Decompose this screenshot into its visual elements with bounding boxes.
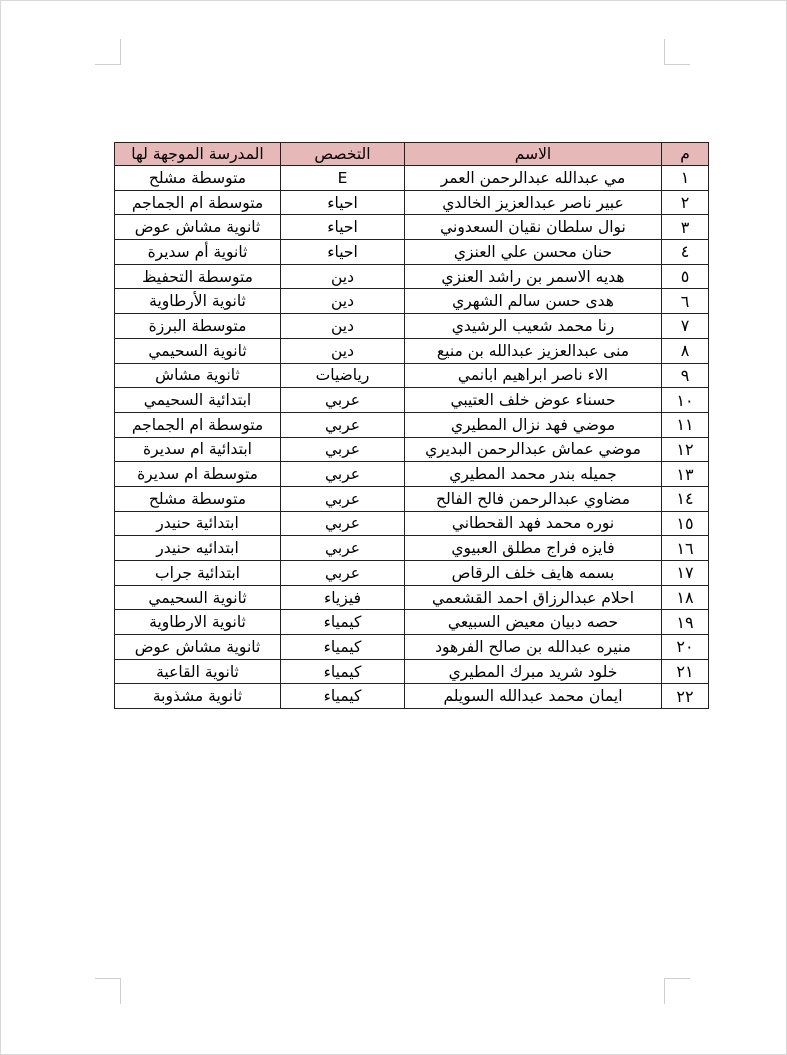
- cell-number: ٢٠: [662, 635, 709, 660]
- cell-name: الاء ناصر ابراهيم ابانمي: [405, 363, 662, 388]
- table-row: [115, 289, 709, 314]
- cell-school: ابتدائية حنيدر: [115, 511, 281, 536]
- cell-name: موضي عماش عبدالرحمن البديري: [405, 437, 662, 462]
- cell-specialty: عربي: [281, 412, 405, 437]
- cell-specialty: كيمياء: [281, 610, 405, 635]
- cell-number: ٥: [662, 264, 709, 289]
- cell-number: ١٦: [662, 536, 709, 561]
- cell-name: حنان محسن علي العنزي: [405, 240, 662, 265]
- cell-specialty: دين: [281, 289, 405, 314]
- cell-specialty: عربي: [281, 486, 405, 511]
- cell-school: ثانوية السحيمي: [115, 338, 281, 363]
- cell-specialty: احياء: [281, 240, 405, 265]
- cell-name: احلام عبدالرزاق احمد القشعمي: [405, 585, 662, 610]
- cell-school: ابتدائيه حنيدر: [115, 536, 281, 561]
- table-row: [115, 585, 709, 610]
- table-row: [115, 314, 709, 339]
- cell-name: موضي فهد نزال المطيري: [405, 412, 662, 437]
- cell-school: متوسطة مشلح: [115, 166, 281, 191]
- table-row: [115, 363, 709, 388]
- cell-number: ٤: [662, 240, 709, 265]
- cell-name: حسناء عوض خلف العتيبي: [405, 388, 662, 413]
- table-body: [115, 166, 709, 709]
- cell-number: ١٧: [662, 561, 709, 586]
- crop-mark: [120, 39, 121, 65]
- cell-school: ثانوية مشذوبة: [115, 684, 281, 709]
- cell-specialty: احياء: [281, 215, 405, 240]
- cell-name: هديه الاسمر بن راشد العنزي: [405, 264, 662, 289]
- cell-name: خلود شريد مبرك المطيري: [405, 659, 662, 684]
- cell-name: عبير ناصر عبدالعزيز الخالدي: [405, 190, 662, 215]
- cell-specialty: دين: [281, 314, 405, 339]
- crop-mark: [664, 978, 665, 1004]
- cell-school: متوسطة مشلح: [115, 486, 281, 511]
- cell-name: مي عبدالله عبدالرحمن العمر: [405, 166, 662, 191]
- cell-school: متوسطة ام الجماجم: [115, 412, 281, 437]
- cell-school: متوسطة ام الجماجم: [115, 190, 281, 215]
- table-row: [115, 215, 709, 240]
- cell-school: ثانوية الارطاوية: [115, 610, 281, 635]
- table-row: [115, 166, 709, 191]
- cell-number: ١١: [662, 412, 709, 437]
- cell-specialty: عربي: [281, 536, 405, 561]
- cell-school: متوسطة ام سديرة: [115, 462, 281, 487]
- table-row: [115, 659, 709, 684]
- cell-specialty: E: [281, 166, 405, 191]
- cell-school: متوسطة التحفيظ: [115, 264, 281, 289]
- cell-number: ١٢: [662, 437, 709, 462]
- table-row: [115, 338, 709, 363]
- cell-specialty: احياء: [281, 190, 405, 215]
- table-row: [115, 437, 709, 462]
- cell-number: ٩: [662, 363, 709, 388]
- table-header-row: [115, 143, 709, 166]
- crop-mark: [664, 39, 665, 65]
- cell-specialty: عربي: [281, 388, 405, 413]
- cell-name: هدى حسن سالم الشهري: [405, 289, 662, 314]
- cell-school: ثانوية السحيمي: [115, 585, 281, 610]
- cell-number: ٦: [662, 289, 709, 314]
- cell-name: منيره عبدالله بن صالح الفرهود: [405, 635, 662, 660]
- cell-specialty: دين: [281, 264, 405, 289]
- teacher-assignment-table: [114, 142, 709, 709]
- cell-name: بسمه هايف خلف الرقاص: [405, 561, 662, 586]
- cell-school: ابتدائية ام سديرة: [115, 437, 281, 462]
- cell-name: حصه دبيان معيض السبيعي: [405, 610, 662, 635]
- cell-school: ثانوية أم سديرة: [115, 240, 281, 265]
- crop-mark: [95, 64, 121, 65]
- cell-school: ثانوية القاعية: [115, 659, 281, 684]
- cell-number: ١: [662, 166, 709, 191]
- cell-name: منى عبدالعزيز عبدالله بن منيع: [405, 338, 662, 363]
- cell-school: ثانوية مشاش: [115, 363, 281, 388]
- table-row: [115, 240, 709, 265]
- crop-mark: [95, 978, 121, 979]
- table-row: [115, 264, 709, 289]
- cell-school: ابتدائية جراب: [115, 561, 281, 586]
- header-number: م: [662, 143, 709, 166]
- cell-number: ٧: [662, 314, 709, 339]
- crop-mark: [664, 978, 690, 979]
- cell-school: ثانوية الأرطاوية: [115, 289, 281, 314]
- cell-number: ١٣: [662, 462, 709, 487]
- table-row: [115, 462, 709, 487]
- table-row: [115, 412, 709, 437]
- cell-specialty: فيزياء: [281, 585, 405, 610]
- cell-name: فايزه فراج مطلق العبيوي: [405, 536, 662, 561]
- header-name: الاسم: [405, 143, 662, 166]
- cell-number: ١٨: [662, 585, 709, 610]
- cell-name: رنا محمد شعيب الرشيدي: [405, 314, 662, 339]
- cell-name: مضاوي عبدالرحمن فالح الفالح: [405, 486, 662, 511]
- cell-school: متوسطة البرزة: [115, 314, 281, 339]
- cell-specialty: كيمياء: [281, 635, 405, 660]
- table-row: [115, 635, 709, 660]
- cell-specialty: عربي: [281, 511, 405, 536]
- cell-number: ١٩: [662, 610, 709, 635]
- cell-name: ايمان محمد عبدالله السويلم: [405, 684, 662, 709]
- cell-specialty: دين: [281, 338, 405, 363]
- cell-number: ٢٢: [662, 684, 709, 709]
- table-row: [115, 388, 709, 413]
- cell-school: ابتدائية السحيمي: [115, 388, 281, 413]
- cell-specialty: عربي: [281, 462, 405, 487]
- cell-name: جميله بندر محمد المطيري: [405, 462, 662, 487]
- cell-specialty: عربي: [281, 561, 405, 586]
- cell-number: ٢١: [662, 659, 709, 684]
- cell-number: ١٤: [662, 486, 709, 511]
- table-row: [115, 511, 709, 536]
- cell-school: ثانوية مشاش عوض: [115, 215, 281, 240]
- table-row: [115, 536, 709, 561]
- table-row: [115, 684, 709, 709]
- table-row: [115, 190, 709, 215]
- table-row: [115, 486, 709, 511]
- cell-number: ١٠: [662, 388, 709, 413]
- cell-number: ٨: [662, 338, 709, 363]
- cell-specialty: كيمياء: [281, 659, 405, 684]
- cell-name: نوره محمد فهد القحطاني: [405, 511, 662, 536]
- cell-specialty: رياضيات: [281, 363, 405, 388]
- header-school: المدرسة الموجهة لها: [115, 143, 281, 166]
- cell-name: نوال سلطان نقيان السعدوني: [405, 215, 662, 240]
- table-row: [115, 610, 709, 635]
- cell-number: ٢: [662, 190, 709, 215]
- cell-number: ٣: [662, 215, 709, 240]
- header-specialty: التخصص: [281, 143, 405, 166]
- cell-number: ١٥: [662, 511, 709, 536]
- cell-specialty: عربي: [281, 437, 405, 462]
- table-row: [115, 561, 709, 586]
- cell-specialty: كيمياء: [281, 684, 405, 709]
- cell-school: ثانوية مشاش عوض: [115, 635, 281, 660]
- crop-mark: [120, 978, 121, 1004]
- crop-mark: [664, 64, 690, 65]
